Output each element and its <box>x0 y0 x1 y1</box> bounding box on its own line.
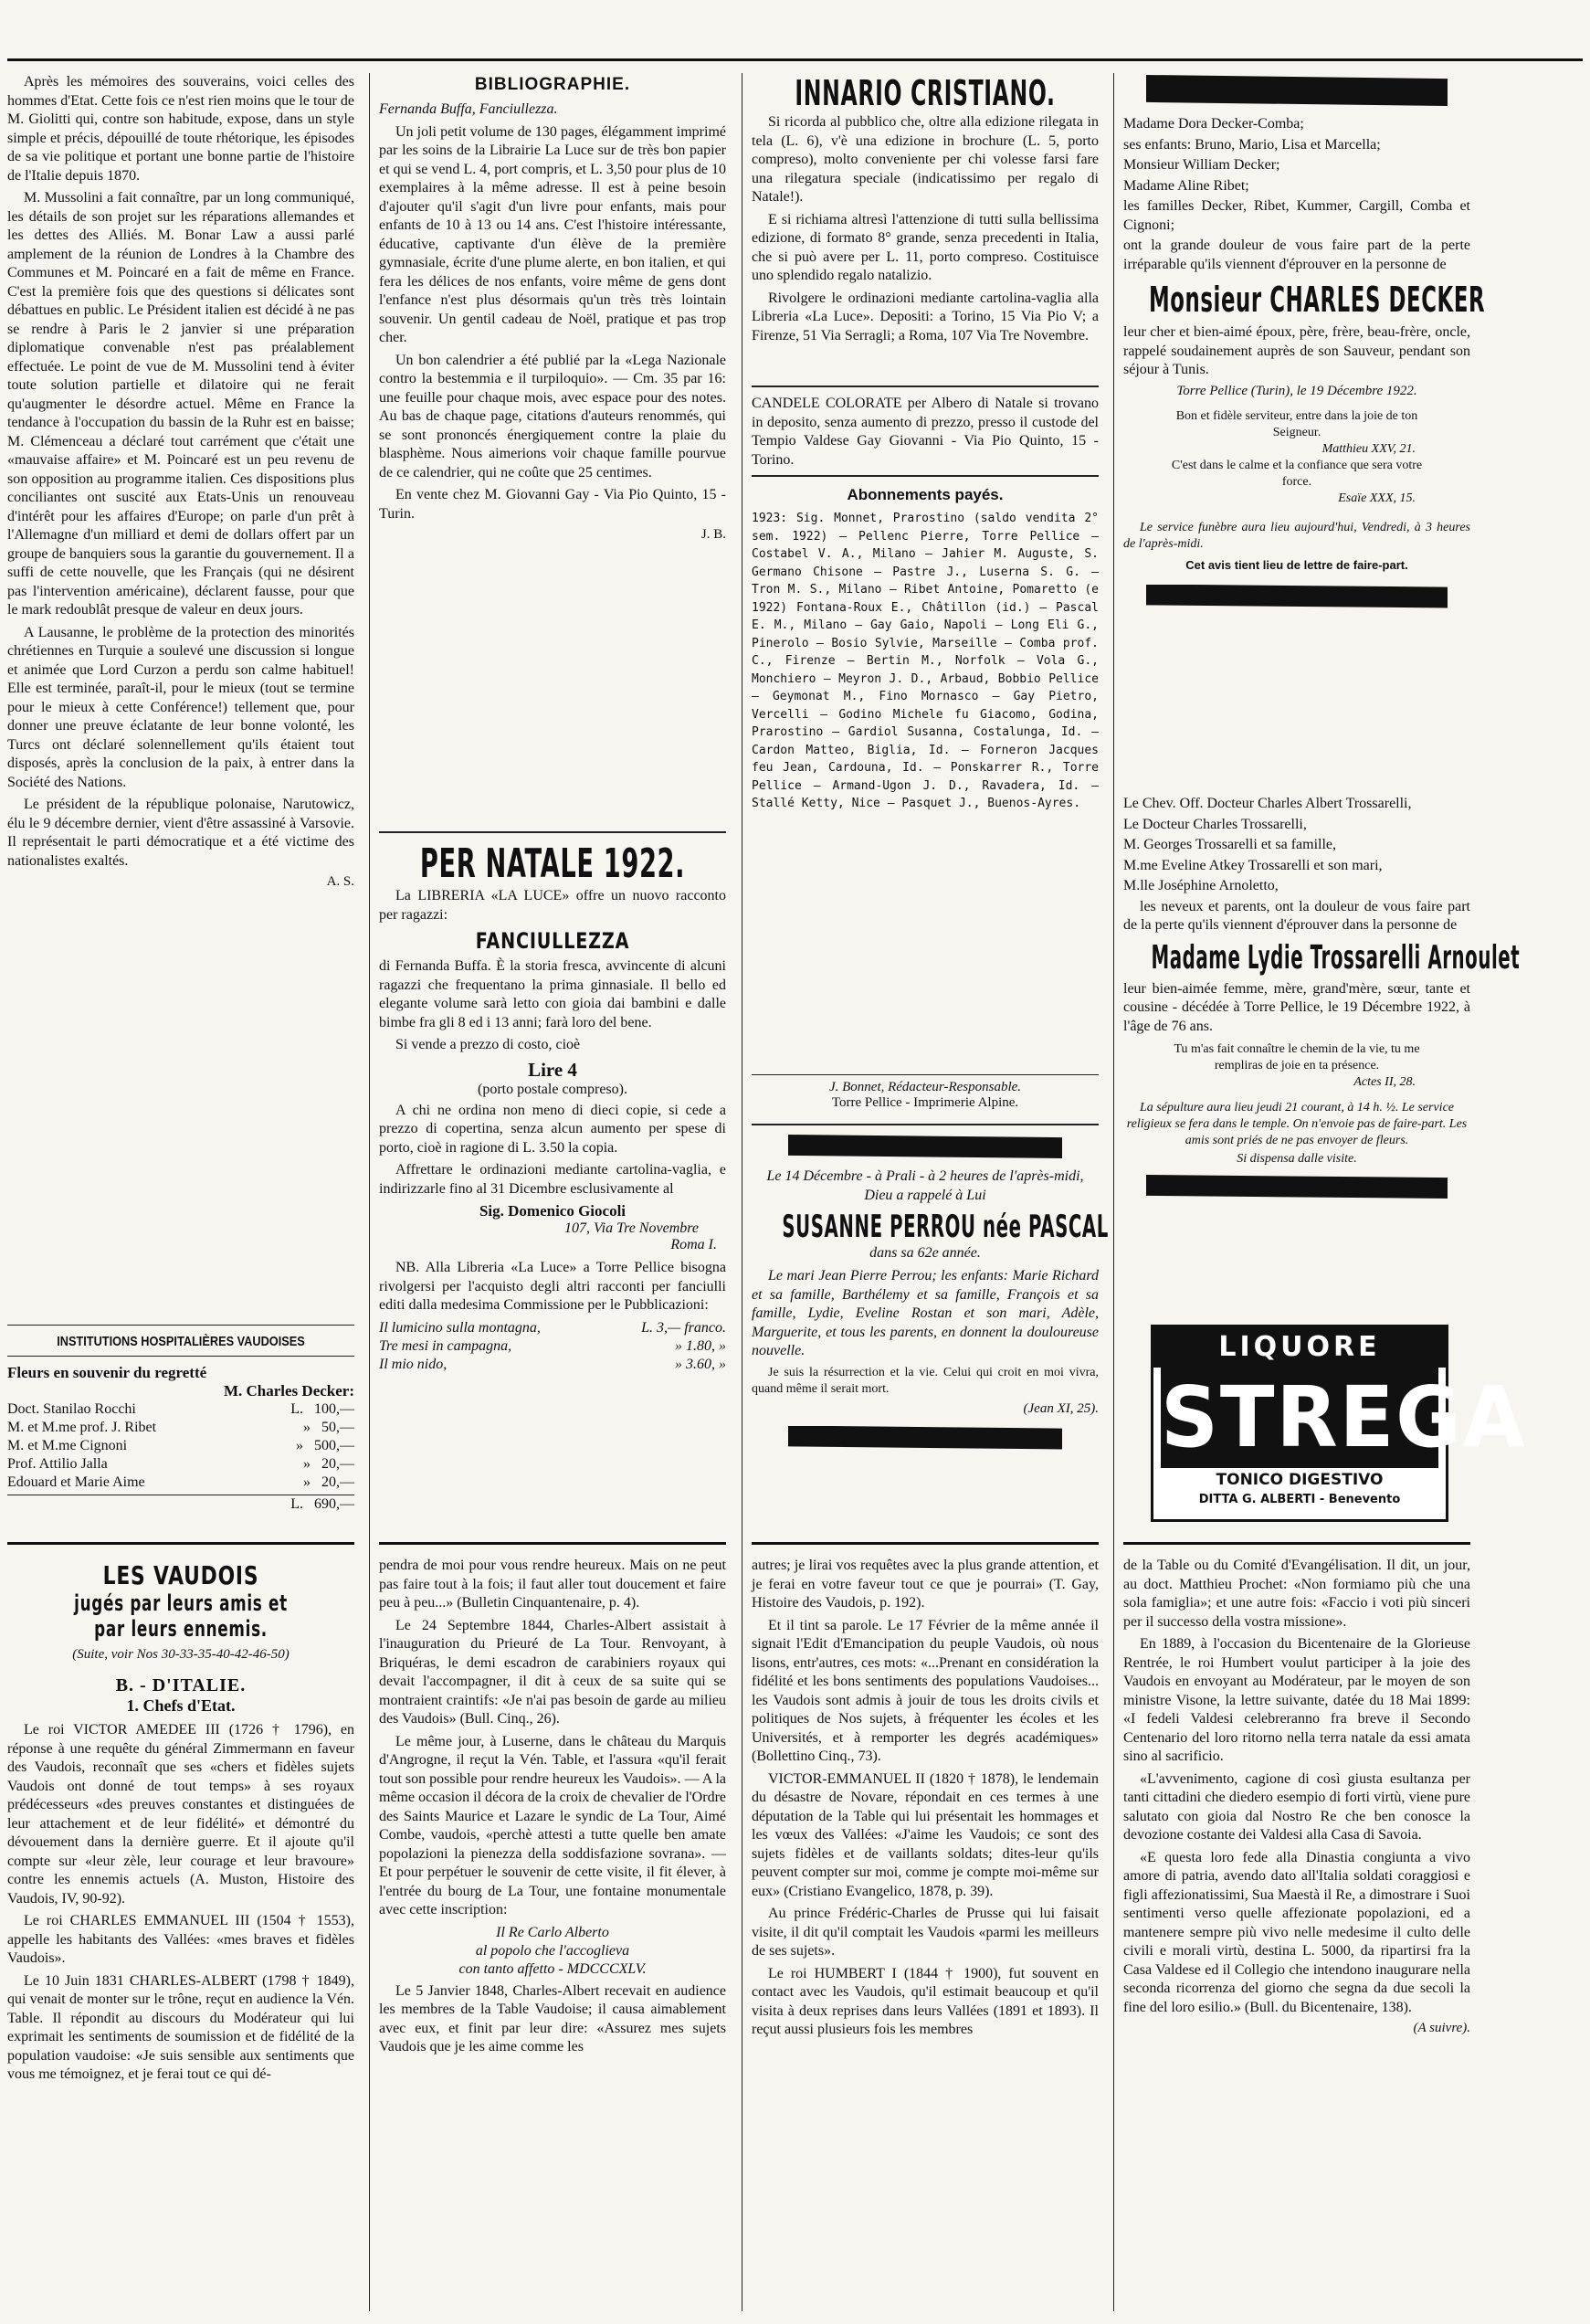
paragraph: En vente chez M. Giovanni Gay - Via Pio Quinto, 15 - Turin. <box>379 487 726 522</box>
donations-total: L. 690,— <box>7 1495 354 1514</box>
imprint <box>752 1080 1099 1111</box>
paragraph: La LIBRERIA «LA LUCE» offre un nuovo racconto per ragazzi: <box>379 888 726 923</box>
address-line: Sig. Domenico Giocoli <box>479 1202 627 1220</box>
vaudois-title: LES VAUDOIS <box>102 1560 259 1590</box>
deceased-name: Madame Lydie Trossarelli Arnoulet <box>1151 938 1521 977</box>
paragraph: di Fernanda Buffa. È la storia fresca, avvincente di alcuni ragazzi che frequentano la prima ginnasiale. Il bello ed elegante volume sarà letto con gioia dai bambini e dalle bimbe fra gli 8 ed i 13 anni; farà loro del bene. <box>379 958 726 1030</box>
divider <box>752 386 1099 387</box>
paragraph: Le 5 Janvier 1848, Charles-Albert recevait en audience les membres de la Table Vaudoise; il causa aimablement avec eux, et finit par leur dire: «Assurez mes sujets Vaudois que je les aime comme les <box>379 1982 726 2055</box>
paragraph: E si richiama altresì l'attenzione di tutti sulla bellissima edizione, di formato 8° grande, senza precedenti in Italia, che si può avere per L. 11, porto compreso. Costituisce uno splendido regalo natalizio. <box>752 211 1099 283</box>
paragraph: «E questa loro fede alla Dinastia congiunta a vivo amore di patria, avendo dato all'Italia soldati coraggiosi e figli affezionatissimi, Sua Maestà il Re, a dimostrare i Suoi sentimenti verso quelle affezionate popolazioni, ed a mantenere sempre più vivo nelle medesime il culto delle civili e morali virtù, destina L. 5000, da ripartirsi fra la Casa Valdese ed il Collegio che intendono inaugurare nella seconda ricorrenza del giorno che segna da due secoli la fine del loro esilio.» (Bull. du Bicentenaire, 138). <box>1123 1849 1470 2015</box>
mourning-bar <box>1146 1175 1448 1199</box>
paragraph: 1923: Sig. Monnet, Prarostino (saldo vendita 2° sem. 1922) — Pellenc Pierre, Torre Pellice — Costabel V. A., Milano — Jahier M. Auguste, S. Germano Chisone — Pastre J., Luserna S. G. — Tron M. S., Milano — Ribet Antoine, Pomaretto (e 1922) Fontana-Roux E., Châtillon (id.) — Pascal E. M., Milano — Gay Gaio, Napoli — Long Eli G., Pinerolo — Bosio Sylvie, Marseille — Comba prof. C., Firenze — Bertin M., Norfolk — Vola G., Monchiero — Meyron J. D., Arbaud, Bobbio Pellice — Geymonat M., Fino Mornasco — Gay Pietro, Vercelli — Godino Michele fu Giacomo, Godina, Prarostino — Gardiol Susanna, Costalunga, Id. — Cardon Matteo, Biglia, Id. — Forneron Jacques feu Jean, Cardouna, Id. — Ponskarrer R., Torre Pellice — Armand-Ugon J. D., Ravadera, Id. — Stallé Ketty, Nice — Pasquet J., Buenos-Ayres. <box>752 512 1099 810</box>
inscription: Il Re Carlo Alberto al popolo che l'accoglieva con tanto affetto - MDCCCXLV. <box>458 1924 647 1977</box>
mourning-bar <box>788 1426 1062 1450</box>
list-item: Prof. Attilio Jalla » 20,— <box>7 1456 354 1472</box>
decker-obituary <box>1123 115 1486 608</box>
list-item: Il mio nido, » 3.60, » <box>379 1356 726 1372</box>
innario-title: INNARIO CRISTIANO. <box>795 73 1056 113</box>
fleurs-name: M. Charles Decker: <box>223 1382 354 1400</box>
date-line: Torre Pellice (Turin), le 19 Décembre 1922. <box>1176 383 1417 398</box>
list-item: Tre mesi in campagna, » 1.80, » <box>379 1337 726 1354</box>
deceased-name: Monsieur CHARLES DECKER <box>1149 280 1486 320</box>
list-item: Doct. Stanilao Rocchi L. 100,— <box>7 1401 354 1417</box>
trossarelli-obituary <box>1123 795 1521 1208</box>
family-line: Madame Aline Ribet; <box>1123 177 1249 194</box>
paragraph: autres; je lirai vos requêtes avec la plus grande attention, et je ferai en votre faveur tout ce que je pourrai» (T. Gay, Histoire des Vaudois, p. 192). <box>752 1558 1099 1611</box>
funeral-note: La sépulture aura lieu jeudi 21 courant, à 14 h. ½. Le service religieux se fera dans le temple. On n'envoie pas de faire-part. Les amis sont priés de ne pas envoyer de fleurs. <box>1126 1101 1468 1147</box>
divider <box>1123 1542 1470 1545</box>
list-item: M. et M.me prof. J. Ribet » 50,— <box>7 1420 354 1435</box>
paragraph: Si vende a prezzo di costo, cioè <box>395 1037 581 1052</box>
paragraph: Le roi CHARLES EMMANUEL III (1504 † 1553), appelle les habitants des Vallées: «mes braves et fidèles Vaudois». <box>7 1913 354 1966</box>
paragraph: A Lausanne, le problème de la protection des minorités chrétiennes en Turquie a soulevé une discussion si longue et animée que Lord Curzon a perdu son calme habituel! Elle est terminée, paraît-il, pour le mieux (tout se termine pour le mieux à cette Conférence!) tellement que, pour donner une preuve éclatante de leur bonne volonté, les Turcs ont déclaré solennellement qu'ils étaient tout disposés, après la conclusion de la paix, à entrer dans la Société des Nations. <box>7 624 354 790</box>
abonnements <box>752 484 1099 817</box>
paragraph: Un joli petit volume de 130 pages, élégamment imprimé par les soins de la Librairie La Luce sur de très bon papier et qui se vend L. 4, port compris, et L. 3,50 pour plus de 10 exemplaires à la même adresse. Il est à peine besoin d'ajouter qu'il s'agit d'un livre pour enfants, mais pour enfants de 10 à 13 ou 14 ans. C'est l'histoire intéressante, éducative, captivante d'un élève de la première gymnasiale, écrite d'une plume alerte, en bon italien, et qui fera les délices de nos enfants, voire même de gens dont l'enfance n'est plus désormais qu'un très très lointain souvenir. Un gentil cadeau de Noël, pratique et pas trop cher. <box>379 123 726 345</box>
bible-verse: Je suis la résurrection et la vie. Celui qui croit en moi vivra, quand même il serait mort. <box>752 1365 1099 1396</box>
book-title: FANCIULLEZZA <box>475 928 630 954</box>
donations-list <box>7 1400 354 1514</box>
paragraph: A chi ne ordina non meno di dieci copie, si cede a prezzo di copertina, senza alcun aumento per spese di porto, cioè in ragione di L. 3.50 la copia. <box>379 1102 726 1156</box>
bible-verse: Bon et fidèle serviteur, entre dans la joie de ton Seigneur. <box>1175 408 1418 439</box>
column-3 <box>752 73 1109 2311</box>
paragraph: Et il tint sa parole. Le 17 Février de la même année il signait l'Edit d'Emancipation du peuple Vaudois, où nous lisons, entr'autres, ces mots: «...Prenant en considération la fidélité et les bons sentiments des populations Vaudoises... les Vaudois sont admis à jouir de tous les droits civils et politiques de Nos sujets, à fréquenter les écoles et les Universités, et à remporter les degrés académiques» (Bollettino Cinq., 73). <box>752 1617 1099 1764</box>
family-line: Le Chev. Off. Docteur Charles Albert Trossarelli, <box>1123 796 1412 811</box>
notice-line: Si dispensa dalle visite. <box>1237 1152 1357 1166</box>
list-item: Il lumicino sulla montagna, L. 3,— franco. <box>379 1319 726 1336</box>
paragraph: Le roi HUMBERT I (1844 † 1900), fut souvent en contact avec les Vaudois, qu'il estimait beaucoup et qu'il visita à deux reprises dans leurs Vallées (1891 et 1893). Il reçut aussi plusieurs fois les membres <box>752 1965 1099 2037</box>
price-note: (porto postale compreso). <box>478 1081 627 1097</box>
bible-ref: Esaïe XXX, 15. <box>1338 491 1416 505</box>
mourning-bar <box>1146 75 1448 106</box>
family-line: les familles Decker, Ribet, Kummer, Cargill, Comba et Cignoni; <box>1123 198 1470 233</box>
paragraph: Le 14 Décembre - à Prali - à 2 heures de l'après-midi, Dieu a rappelé à Lui <box>766 1168 1084 1203</box>
column-4 <box>1123 73 1527 2311</box>
perrou-obituary <box>752 1133 1109 1459</box>
paragraph: Si ricorda al pubblico che, oltre alla edizione rilegata in tela (L. 6), v'è una edizione in brochure (L. 5, porto compreso), molto conveniente per chi volesse farsi fare una rilegatura speciale (indicatissimo per regalo di Natale!). <box>752 114 1099 205</box>
family-line: M.me Eveline Atkey Trossarelli et son mari, <box>1123 857 1383 873</box>
vaudois-article-cont <box>752 1557 1099 2044</box>
divider <box>752 475 1099 477</box>
vaudois-article-cont <box>379 1557 726 2061</box>
natale-title: PER NATALE 1922. <box>419 840 686 887</box>
news-article <box>7 73 354 890</box>
ad-brand: STREGA <box>1161 1368 1527 1466</box>
family-line: M. Georges Trossarelli et sa famille, <box>1123 837 1337 852</box>
paragraph: M. Mussolini a fait connaître, par un long communiqué, les détails de son projet sur les réparations allemandes et les dettes des Alliés. M. Bonar Law a aussi parlé amplement de la réunion de Londres à la Chambre des Communes et M. Poincaré en a fait de même en France. C'est la première fois que des questions si délicates sont débattues en public. Le Président italien est décidé à ne pas se rendre à Paris le 2 janvier si une préparation diplomatique convenable n'est pas préalablement effectuée. Le point de vue de M. Mussolini tend à éviter toute solution partielle et dilatoire qui ne ferait qu'augmenter le désordre actuel. Même en France la tendance à l'occupation du bassin de la Ruhr est en baisse; M. Clémenceau a déclaré tout carrément que c'était une «mauvaise affaire» et M. Poincaré est un peu revenu de son opposition au programme italien. Ces dispositions plus conciliantes ont suscité aux Etats-Unis un renouveau d'intérêt pour les affaires d'Europe; on parle d'un prêt à l'Allemagne d'un milliard et demi de dollars offert par un groupe de banquiers sous la garantie du gouvernement. Il a suffi de cette nouvelle, que les Français (qui ne désirent pas l'intervention américaine), déclarent fausse, pour que le mark redoublât presque de valeur en deux jours. <box>7 190 354 618</box>
signature: (A suivre). <box>1413 2021 1470 2035</box>
paragraph: NB. Alla Libreria «La Luce» a Torre Pellice bisogna rivolgersi per l'acquisto degli altri racconti per fanciulli editi dalla medesima Commissione per le Pubblicazioni: <box>379 1260 726 1313</box>
divider <box>379 1542 726 1545</box>
paragraph: Le même jour, à Luserne, dans le château du Marquis d'Angrogne, il reçut la Vén. Table, et l'assura «qu'il ferait tout son possible pour rendre heureux les Vaudois». — A la même occasion il décora de la croix de chevalier de l'Ordre des Saints Maurice et Lazare le syndic de La Tour, Aimé Combe, vaudois, «perchè attesti a tutte quelle ben amate popolazioni la pienezza della soddisfazione sovrana». — Et pour perpétuer le souvenir de cette visite, il fit élever, à l'entrée du bourg de La Tour, une fontaine monumentale avec cette inscription: <box>379 1733 726 1917</box>
family-line: ses enfants: Bruno, Mario, Lisa et Marcella; <box>1123 136 1381 153</box>
imprint-line: Torre Pellice - Imprimerie Alpine. <box>831 1095 1019 1110</box>
bible-ref: Matthieu XXV, 21. <box>1321 441 1416 456</box>
abonnements-title: Abonnements payés. <box>847 486 1004 503</box>
paragraph: Le 24 Septembre 1844, Charles-Albert assistait à l'inauguration du Prieuré de La Tour. Renvoyant, à Briquéras, le demi escadron de carabiniers royaux qui devait l'accompagner, il dit à ceux de sa suite qui se montraient craintifs: «Je n'ai pas besoin de garde au milieu des Vaudois» (Bull. Cinq., 26). <box>379 1617 726 1727</box>
paragraph: Le 10 Juin 1831 CHARLES-ALBERT (1798 † 1849), qui venait de monter sur le trône, reçut en audience la Vén. Table. Il répondit au discours du Modérateur qui lui exprimait les sentiments de soumission et de fidélité de la population vaudoise: «Je suis sensible aux sentiments que vous me témoignez, et je ferai tout ce qui dé- <box>7 1972 354 2082</box>
mourning-bar <box>788 1135 1062 1158</box>
candele-ad <box>752 395 1099 473</box>
divider <box>752 1124 1099 1125</box>
bible-ref: Actes II, 28. <box>1353 1075 1416 1089</box>
deceased-age: dans sa 62e année. <box>869 1245 981 1261</box>
paragraph: de la Table ou du Comité d'Evangélisation. Il dit, un jour, au doct. Matthieu Prochet: «Non formiamo più che una sola famiglia»; et une autre fois: «Faccio i voti più sinceri per il successo della vostra missione». <box>1123 1558 1470 1630</box>
bibliography-author: Fernanda Buffa, Fanciullezza. <box>379 101 558 117</box>
divider <box>7 1325 354 1326</box>
paragraph: Rivolgere le ordinazioni mediante cartolina-vaglia alla Libreria «La Luce». Depositi: a Torino, 15 Via Pio V; a Firenze, 51 Via Serragli; a Roma, 107 Via Tre Novembre. <box>752 290 1099 343</box>
ad-bottom-text: TONICO DIGESTIVO DITTA G. ALBERTI - Benevento <box>1198 1471 1401 1506</box>
paragraph: leur bien-aimée femme, mère, grand'mère, sœur, tante et cousine - décédée à Torre Pellice, le 19 Décembre 1922, à l'âge de 76 ans. <box>1123 980 1470 1034</box>
imprint-line: J. Bonnet, Rédacteur-Responsable. <box>828 1080 1022 1094</box>
paragraph: Affrettare le ordinazioni mediante cartolina-vaglia, e indirizzarle fino al 31 Dicembre esclusivamente al <box>379 1162 726 1197</box>
ad-top-text: LIQUORE <box>1153 1327 1446 1368</box>
family-line: Le Docteur Charles Trossarelli, <box>1123 816 1307 832</box>
paragraph: VICTOR-EMMANUEL II (1820 † 1878), le lendemain du désastre de Novare, répondait en ces termes à une députation de la Table qui lui présentait les hommages et les vœux des Vallées: «J'aime les Vaudois; ce sont des sujets fidèles et de vaillants soldats; dites-leur qu'ils peuvent compter sur moi, comme je compte moi-même sur eux» (Cristiano Evangelico, 1878, p. 39). <box>752 1770 1099 1899</box>
address-line: Roma I. <box>670 1237 717 1252</box>
paragraph: En 1889, à l'occasion du Bicentenaire de la Glorieuse Rentrée, le roi Humbert voulut participer à la joie des Vaudois en envoyant au Modérateur, par le moyen de son ministre Visone, la lettre suivante, datée du 18 Mai 1899: «I fedeli Valdesi celebreranno fra breve il Secondo Centenario del loro ritorno nella terra natale da essi amata sino al sacrificio. <box>1123 1636 1470 1764</box>
divider <box>752 1542 1099 1545</box>
paragraph: «L'avvenimento, cagione di così giusta esultanza per tanti cittadini che diedero esempio di forti virtù, viene pure salutato con gioia dal Nostro Re che ben conosce la devozione costante dei Valdesi alla Casa di Savoia. <box>1123 1770 1470 1843</box>
column-2 <box>379 73 726 2311</box>
column-rule <box>1113 73 1114 2311</box>
institutions-header: INSTITUTIONS HOSPITALIÈRES VAUDOISES <box>57 1334 305 1349</box>
divider <box>7 1356 354 1357</box>
bible-verse: Tu m'as fait connaître le chemin de la vie, tu me rempliras de joie en ta présence. <box>1174 1042 1420 1072</box>
strega-advertisement <box>1151 1325 1527 1522</box>
divider <box>379 831 726 833</box>
signature: A. S. <box>326 874 354 889</box>
vaudois-subtitle: jugés par leurs amis et par leurs ennemis. <box>74 1590 288 1642</box>
paragraph: les neveux et parents, ont la douleur de vous faire part de la perte qu'ils viennent d'éprouver dans la personne de <box>1123 898 1470 933</box>
column-1 <box>7 73 354 2311</box>
paragraph: pendra de moi pour vous rendre heureux. Mais on ne peut pas faire tout à la fois; il faut aller tout doucement et faire peu à peu...» (Bulletin Cinquantenaire, p. 4). <box>379 1558 726 1611</box>
mourning-bar <box>1146 585 1448 608</box>
columns <box>7 73 1583 2311</box>
vaudois-article <box>7 1560 354 2088</box>
top-rule <box>7 58 1583 61</box>
deceased-name: SUSANNE PERROU née PASCAL <box>782 1209 1109 1245</box>
family-line: Monsieur William Decker; <box>1123 157 1280 173</box>
section-subheading: 1. Chefs d'Etat. <box>126 1696 236 1715</box>
list-item: M. et M.me Cignoni » 500,— <box>7 1438 354 1453</box>
paragraph: ont la grande douleur de vous faire part de la perte irréparable qu'ils viennent d'éprouver en la personne de <box>1123 238 1470 272</box>
bible-ref: (Jean XI, 25). <box>1023 1400 1099 1416</box>
bibliography-title: BIBLIOGRAPHIE. <box>474 75 631 94</box>
paragraph: Un bon calendrier a été publié par la «Lega Nazionale contro la bestemmia e il turpiloquio». — Cm. 35 par 16: une feuille pour chaque mois, avec espace pour des notes. Au bas de chaque page, citations d'auteurs renommés, qui se sont prononcés énergiquement contre la plaie du blasphème. Nous aimerions voir chaque famille pourvue de ce calendrier, qui ne coûte que 25 centimes. <box>379 352 726 481</box>
address-line: 107, Via Tre Novembre <box>564 1220 699 1236</box>
price: Lire 4 <box>528 1058 577 1081</box>
paragraph: Le président de la république polonaise, Narutowicz, élu le 9 décembre dernier, vient d'être assassiné à Varsovie. Il représentait le parti démocratique et a été victime des nationalistes exaltés. <box>7 797 354 869</box>
paragraph: Après les mémoires des souverains, voici celles des hommes d'Etat. Cette fois ce n'est rien moins que le tour de M. Giolitti qui, contre son habitude, expose, dans un style simple et précis, dépouillé de toute rhétorique, les épisodes de sa vie politique et portant une bonne partie de l'histoire de l'Italie depuis 1870. <box>7 74 354 184</box>
vaudois-suite: (Suite, voir Nos 30-33-35-40-42-46-50) <box>72 1647 290 1662</box>
family-line: Madame Dora Decker-Comba; <box>1123 116 1304 132</box>
fleurs-title: Fleurs en souvenir du regretté <box>7 1364 207 1381</box>
list-item: Edouard et Marie Aime » 20,— <box>7 1474 354 1490</box>
divider <box>7 1542 354 1545</box>
paragraph: Le roi VICTOR AMEDEE III (1726 † 1796), en réponse à une requête du général Zimmermann en faveur des Vaudois, reconnaît que ses «chers et fidèles sujets Vaudois ont donné de tout temps» à ses royaux prédécesseurs «des preuves constantes et distinguées de leur attachement et de leur fidélité» et démontré du dévouement dans la dernière guerre. Et il ajoute qu'il compte sur «leur zèle, leur courage et leur bravoure» contre les ennemis actuels (A. Muston, Histoire des Vaudois, IV, 90-92). <box>7 1722 354 1907</box>
funeral-note: Le service funèbre aura lieu aujourd'hui, Vendredi, à 3 heures de l'après-midi. <box>1123 520 1470 551</box>
paragraph: Le mari Jean Pierre Perrou; les enfants: Marie Richard et sa famille, Barthélemy et sa famille, François et sa famille, Lydie, Eveline Rostan et son mari, Adèle, Marguerite, et tous les parents, en donnent la douloureuse nouvelle. <box>752 1268 1099 1358</box>
column-rule <box>369 73 370 2311</box>
signature: J. B. <box>700 527 726 542</box>
divider <box>752 1074 1099 1075</box>
donations-section <box>7 1332 354 1514</box>
family-line: M.lle Joséphine Arnoletto, <box>1123 878 1279 893</box>
bible-verse: C'est dans le calme et la confiance que sera votre force. <box>1171 458 1423 489</box>
paragraph: leur cher et bien-aimé époux, père, frère, beau-frère, oncle, rappelé soudainement auprès de son Sauveur, pendant son séjour à Tunis. <box>1123 324 1470 377</box>
natale-ad <box>379 840 726 1374</box>
notice-line: Cet avis tient lieu de lettre de faire-part. <box>1185 557 1408 572</box>
paragraph: CANDELE COLORATE per Albero di Natale si trovano in deposito, senza aumento di prezzo, presso il custode del Tempio Valdese Gay Giovanni - Via Pio Quinto, 15 - Torino. <box>752 396 1099 468</box>
vaudois-article-cont <box>1123 1557 1470 2036</box>
section-heading: B. - D'ITALIE. <box>115 1675 247 1695</box>
paragraph: Au prince Frédéric-Charles de Prusse qui lui faisait visite, il dit qu'il comptait les Vaudois «parmi les meilleurs de ses sujets». <box>752 1906 1099 1959</box>
